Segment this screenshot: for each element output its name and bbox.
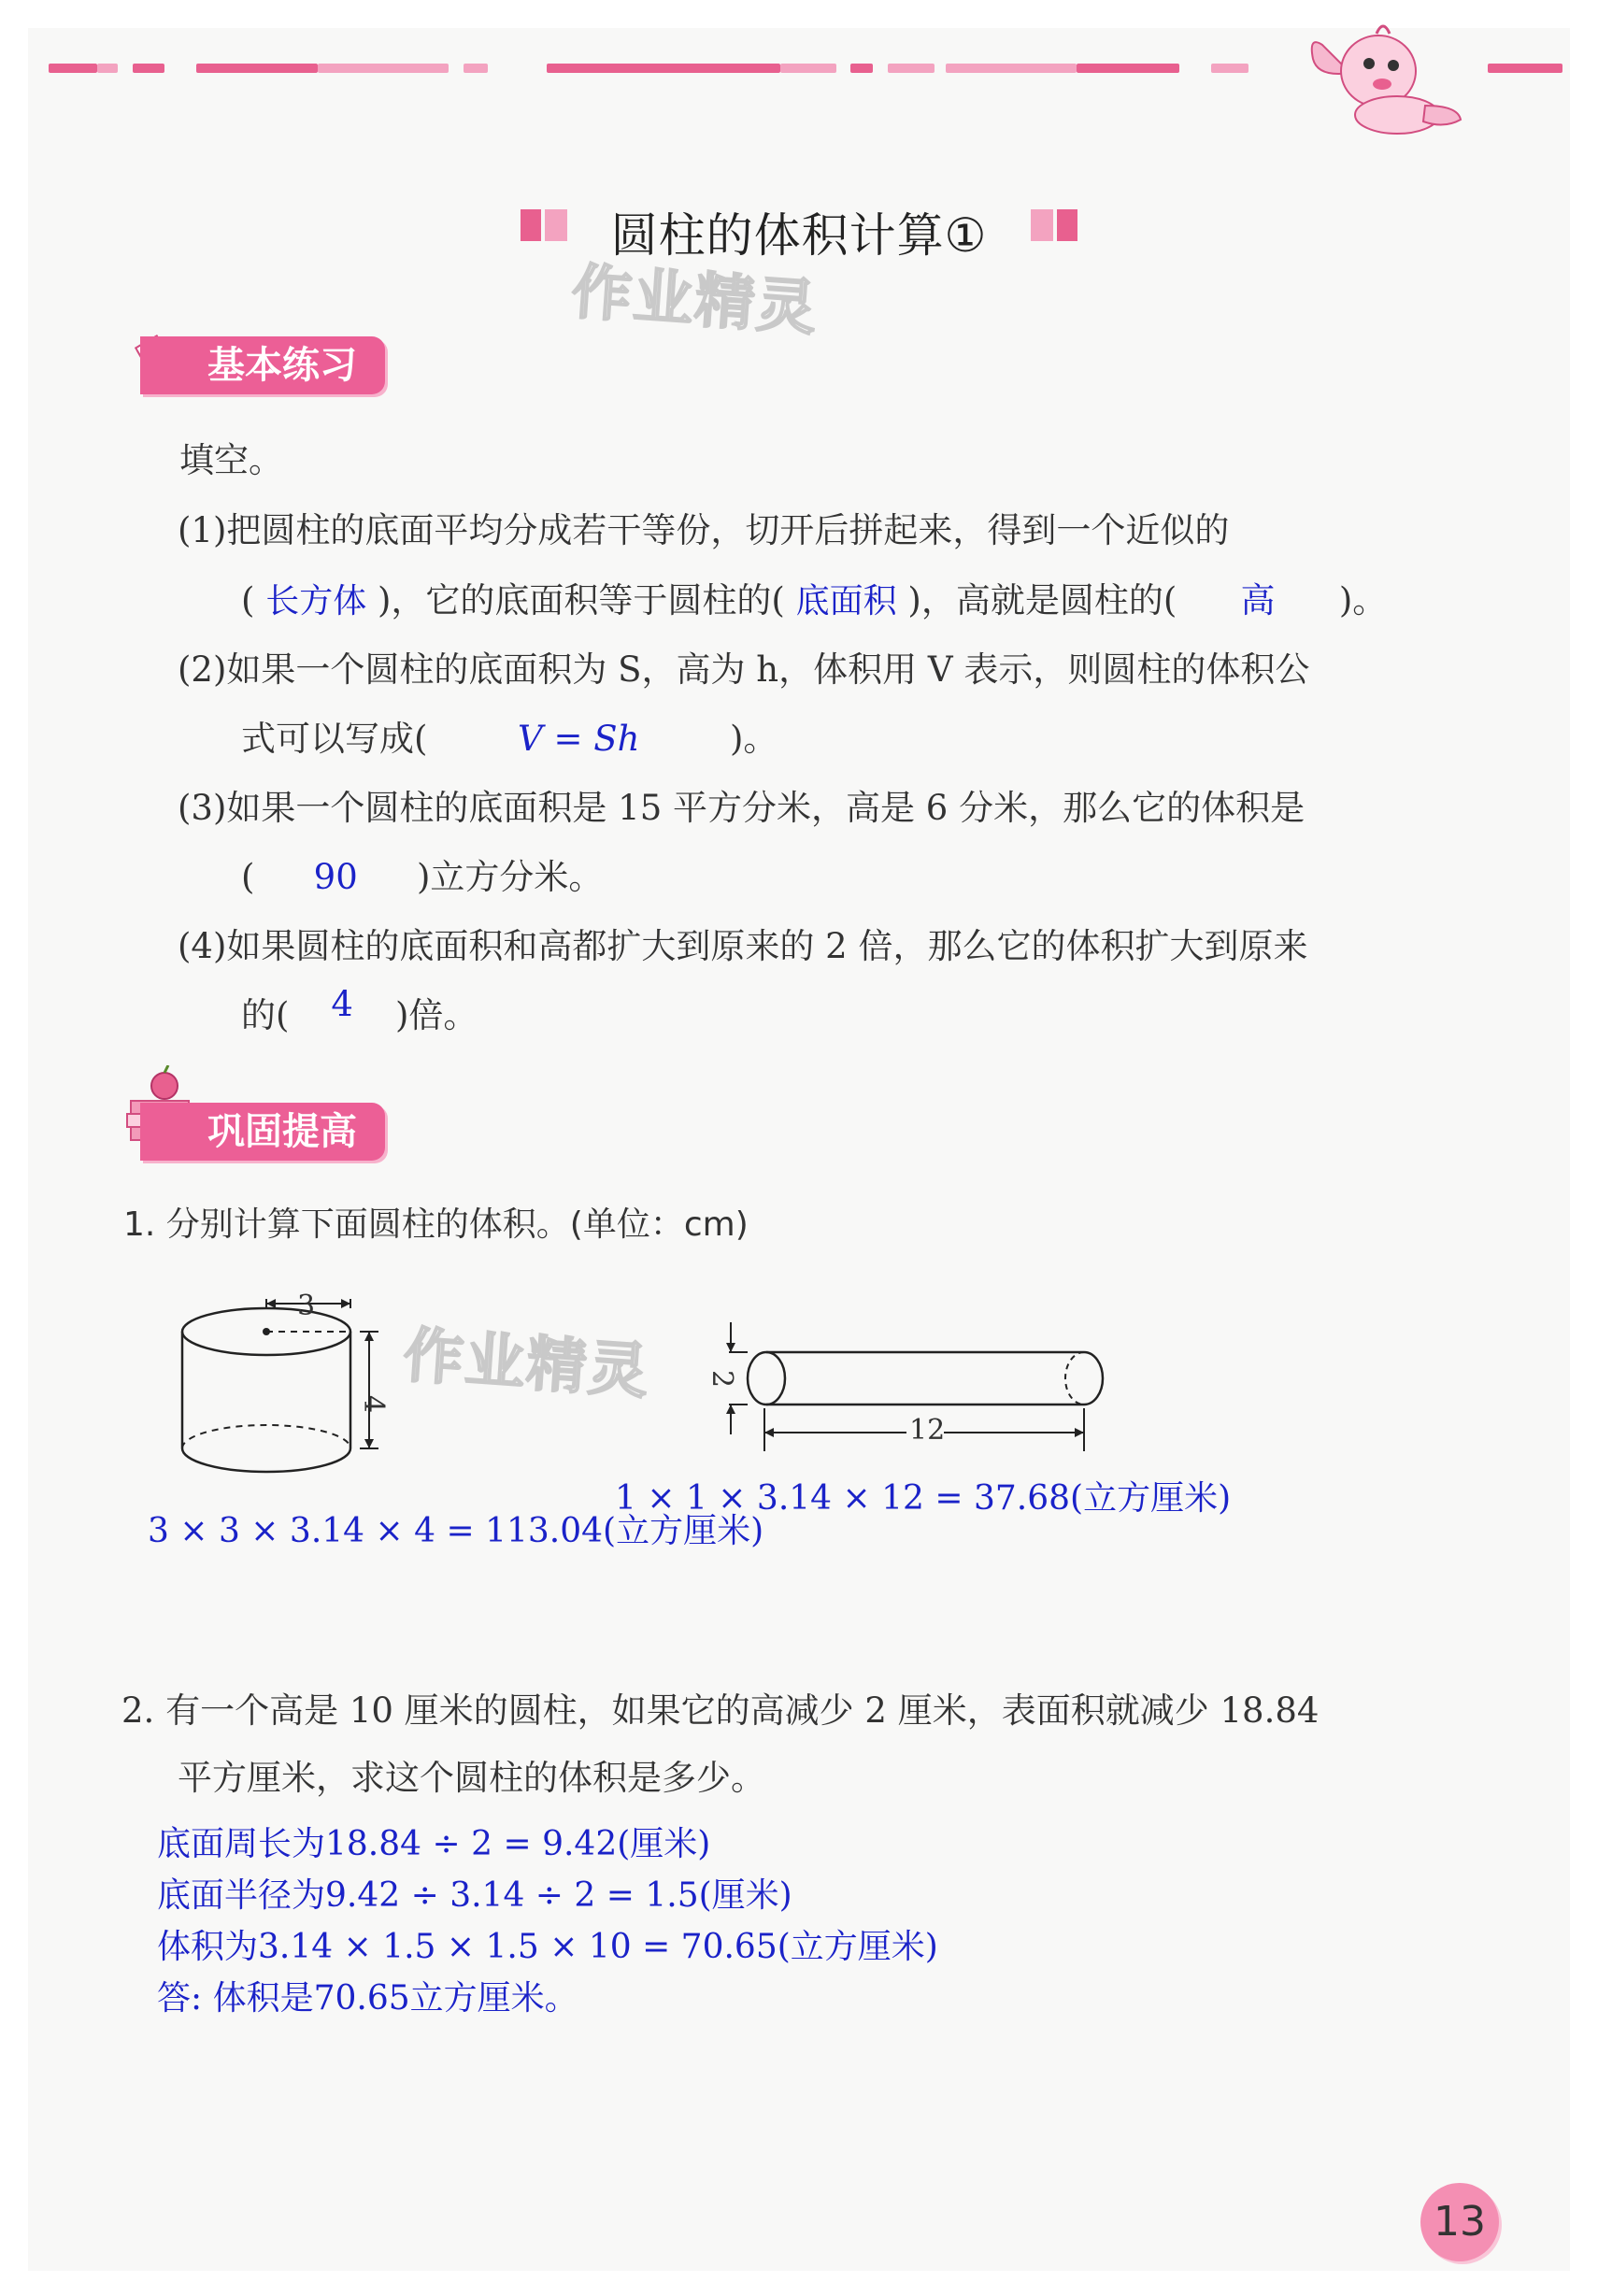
bird-mascot-icon (1304, 17, 1467, 143)
answer-1b: 底面积 (795, 582, 897, 620)
question-4-line2: 的( 4 )倍。 (241, 984, 478, 1035)
question-4-line1: (4)如果圆柱的底面积和高都扩大到原来的 2 倍，那么它的体积扩大到原来 (178, 926, 1308, 966)
solution-line-1: 底面周长为18.84 ÷ 2 = 9.42(厘米) (157, 1825, 711, 1863)
radius-label: 3 (297, 1290, 316, 1322)
answer-figure-2: 1 × 1 × 3.14 × 12 = 37.68(立方厘米) (615, 1479, 1232, 1518)
question-2-line2: 式可以写成( V = Sh )。 (241, 719, 778, 759)
section-basic-practice: 基本练习 (140, 336, 385, 394)
title-decoration-right (1028, 209, 1080, 241)
answer-3: 90 (313, 857, 358, 897)
problem-2-line2: 平方厘米，求这个圆柱的体积是多少。 (178, 1758, 765, 1798)
section-consolidation: 巩固提高 (140, 1103, 385, 1161)
fill-blank-heading: 填空。 (179, 440, 283, 480)
answer-4: 4 (331, 984, 353, 1024)
solution-line-3: 体积为3.14 × 1.5 × 1.5 × 10 = 70.65(立方厘米) (157, 1928, 938, 1966)
solution-answer: 答: 体积是70.65立方厘米。 (157, 1979, 578, 2018)
diameter-label: 2 (706, 1369, 739, 1389)
length-label: 12 (909, 1414, 946, 1447)
problem-1-text: 1. 分别计算下面圆柱的体积。(单位：cm) (123, 1205, 749, 1244)
watermark: 作业精灵 (569, 257, 820, 345)
answer-2: V = Sh (517, 719, 640, 759)
solution-line-2: 底面半径为9.42 ÷ 3.14 ÷ 2 = 1.5(厘米) (157, 1876, 792, 1915)
title-decoration-left (518, 209, 570, 241)
page-number: 13 (1420, 2183, 1499, 2261)
question-3-line1: (3)如果一个圆柱的底面积是 15 平方分米，高是 6 分米，那么它的体积是 (178, 788, 1306, 828)
page-title: 圆柱的体积计算① (583, 198, 1016, 265)
answer-1c: 高 (1240, 580, 1276, 620)
watermark: 作业精灵 (401, 1320, 652, 1408)
question-1-line2: ( 长方体 )，它的底面积等于圆柱的( 底面积 )，高就是圆柱的( 高 )。 (241, 572, 1387, 622)
height-label: 4 (357, 1394, 391, 1414)
question-1-line1: (1)把圆柱的底面平均分成若干等份，切开后拼起来，得到一个近似的 (178, 510, 1230, 550)
question-2-line1: (2)如果一个圆柱的底面积为 S，高为 h，体积用 V 表示，则圆柱的体积公 (178, 649, 1310, 690)
question-3-line2: ( 90 )立方分米。 (241, 857, 604, 897)
cylinder-figure-1 (168, 1290, 411, 1486)
answer-1a: 长方体 (265, 582, 367, 620)
problem-2-line1: 2. 有一个高是 10 厘米的圆柱，如果它的高减少 2 厘米，表面积就减少 18.84 (121, 1690, 1320, 1731)
answer-figure-1: 3 × 3 × 3.14 × 4 = 113.04(立方厘米) (148, 1512, 764, 1550)
